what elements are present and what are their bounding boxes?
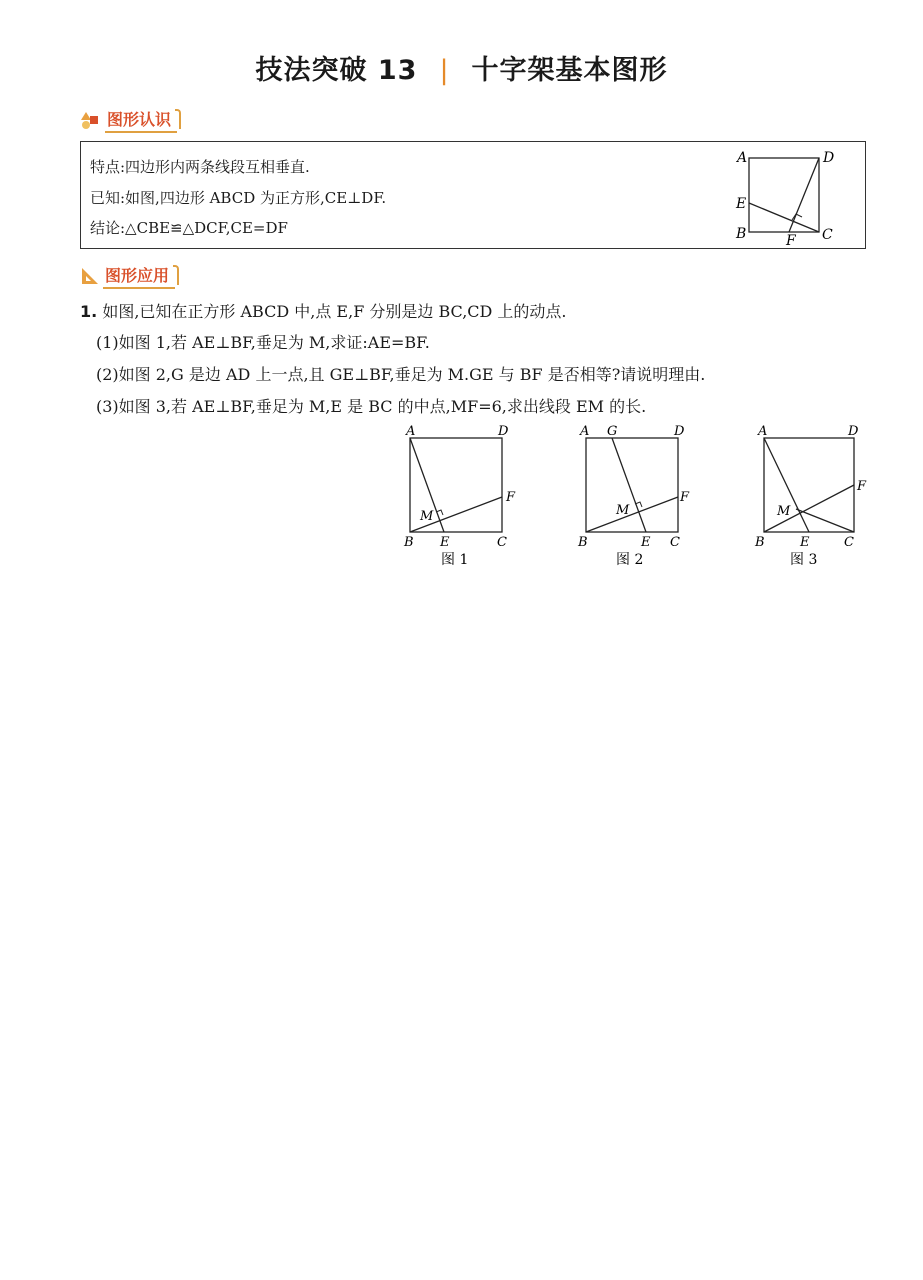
fig3-label-D: D [848, 424, 859, 439]
fig3-label-C: C [844, 535, 854, 550]
problem-statement [80, 299, 567, 322]
section-heading-application [80, 264, 175, 288]
fig2-label-D: D [674, 424, 685, 439]
label-D: D [823, 150, 835, 166]
title-left: 技法突破 13 [255, 55, 418, 86]
problem-number: 1. [80, 302, 98, 321]
fig1-label-D: D [498, 424, 509, 439]
conclusion-text: 结论:△CBE≌△DCF,CE=DF [90, 219, 288, 237]
fig2-label-A: A [580, 424, 590, 439]
section-heading-label: 图形认识 [105, 107, 177, 133]
given-text: 已知:如图,四边形 ABCD 为正方形,CE⊥DF. [90, 189, 387, 207]
title-right: 十字架基本图形 [471, 55, 668, 86]
fig2-label-G: G [607, 424, 618, 439]
figure-2 [574, 420, 704, 570]
problem-part-1: (1)如图 1,若 AE⊥BF,垂足为 M,求证:AE=BF. [96, 333, 430, 352]
section-heading-label: 图形应用 [103, 263, 175, 289]
problem-text: 如图,已知在正方形 ABCD 中,点 E,F 分别是边 BC,CD 上的动点. [102, 302, 567, 321]
recognition-box [80, 141, 866, 249]
figure-3 [752, 420, 882, 570]
fig3-label-F: F [857, 479, 867, 494]
fig1-label-M: M [420, 509, 434, 524]
fig2-label-B: B [578, 535, 588, 550]
fig3-label-B: B [755, 535, 765, 550]
fig3-label-E: E [800, 535, 810, 550]
fig3-label-A: A [758, 424, 768, 439]
fig2-label-F: F [680, 490, 690, 505]
problem-part-2: (2)如图 2,G 是边 AD 上一点,且 GE⊥BF,垂足为 M.GE 与 BF 是否相等?请说明理由. [96, 365, 706, 384]
fig1-caption: 图 1 [441, 552, 469, 568]
fig1-label-C: C [497, 535, 507, 550]
fig1-label-F: F [506, 490, 516, 505]
title-separator: | [439, 55, 450, 86]
figure-1 [398, 420, 528, 570]
fig2-label-C: C [670, 535, 680, 550]
fig2-label-E: E [641, 535, 651, 550]
fig2-label-M: M [616, 503, 630, 518]
feature-text: 特点:四边形内两条线段互相垂直. [90, 158, 310, 176]
fig1-label-B: B [404, 535, 414, 550]
fig1-label-E: E [440, 535, 450, 550]
page-title [0, 48, 923, 87]
section-heading-recognition [80, 108, 177, 132]
label-C: C [822, 227, 833, 243]
square-figure-cross [731, 146, 861, 246]
triangle-ruler-icon [80, 266, 100, 286]
fig1-label-A: A [406, 424, 416, 439]
problem-part-3: (3)如图 3,若 AE⊥BF,垂足为 M,E 是 BC 的中点,MF=6,求出线段 EM 的长. [96, 397, 647, 416]
fig2-caption: 图 2 [616, 552, 644, 568]
shapes-icon [80, 110, 102, 130]
label-F: F [786, 233, 796, 246]
fig3-label-M: M [777, 504, 791, 519]
label-A: A [737, 150, 748, 166]
label-E: E [736, 196, 747, 212]
fig3-caption: 图 3 [790, 552, 818, 568]
label-B: B [736, 226, 747, 242]
